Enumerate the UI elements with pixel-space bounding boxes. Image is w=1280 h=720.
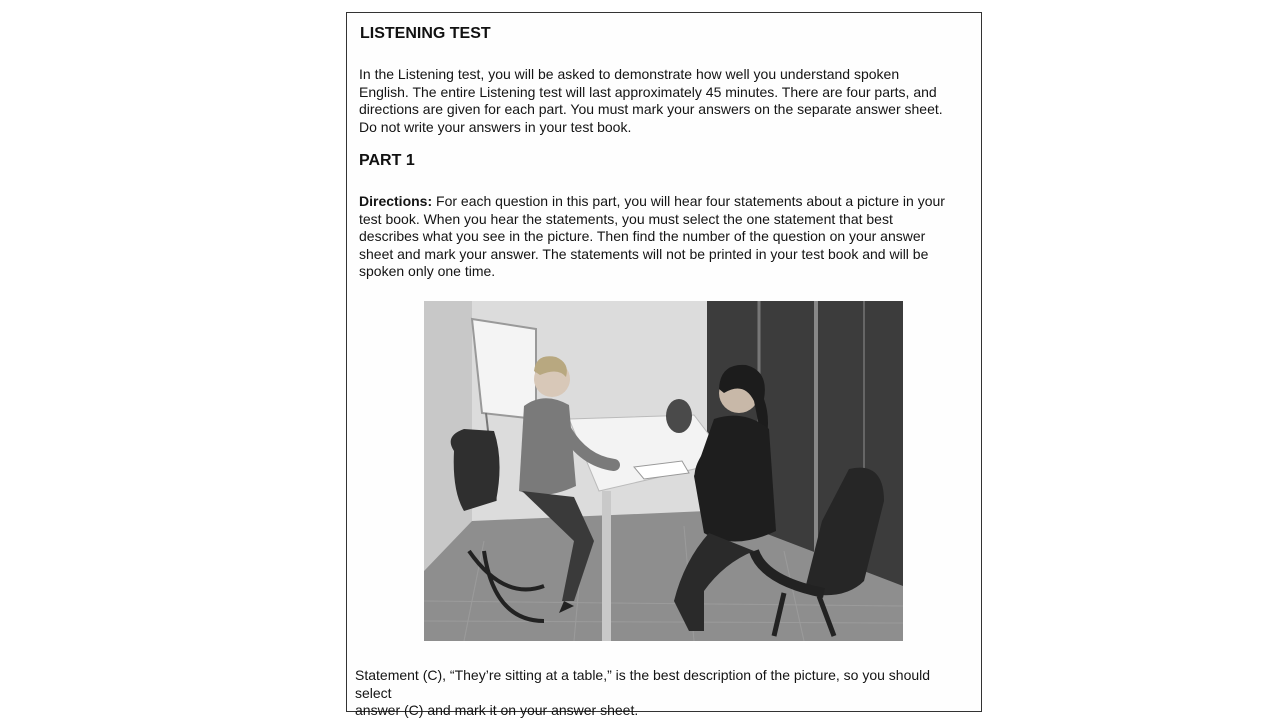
photo-flipchart	[472, 319, 536, 419]
directions-line: sheet and mark your answer. The statements will not be printed in your test book and will be	[359, 245, 929, 262]
directions-label: Directions:	[359, 193, 433, 209]
caption-paragraph	[355, 667, 965, 720]
directions-line	[359, 193, 963, 211]
directions-line: test book. When you hear the statements, you must select the one statement that best	[359, 210, 893, 227]
directions-line: spoken only one time.	[359, 263, 496, 279]
intro-line: directions are given for each part. You must mark your answers on the separate answer sheet.	[359, 101, 943, 117]
directions-line: describes what you see in the picture. Then find the number of the question on your answer	[359, 228, 926, 244]
example-photo	[424, 301, 903, 641]
directions-text: For each question in this part, you will hear four statements about a picture in your	[432, 193, 945, 209]
test-page	[346, 12, 982, 718]
directions-paragraph	[359, 193, 963, 281]
intro-line: Do not write your answers in your test book.	[359, 118, 632, 135]
intro-line: English. The entire Listening test will last approximately 45 minutes. There are four parts, and	[359, 83, 937, 100]
caption-line: answer (C) and mark it on your answer sheet.	[355, 702, 639, 718]
intro-paragraph	[359, 66, 963, 136]
caption-line: Statement (C), “They’re sitting at a table,” is the best description of the picture, so you should select	[355, 667, 931, 701]
page-title: LISTENING TEST	[360, 25, 491, 42]
part-heading: PART 1	[359, 152, 415, 169]
intro-line: In the Listening test, you will be asked to demonstrate how well you understand spoken	[359, 66, 900, 82]
photo-illustration	[424, 301, 903, 641]
